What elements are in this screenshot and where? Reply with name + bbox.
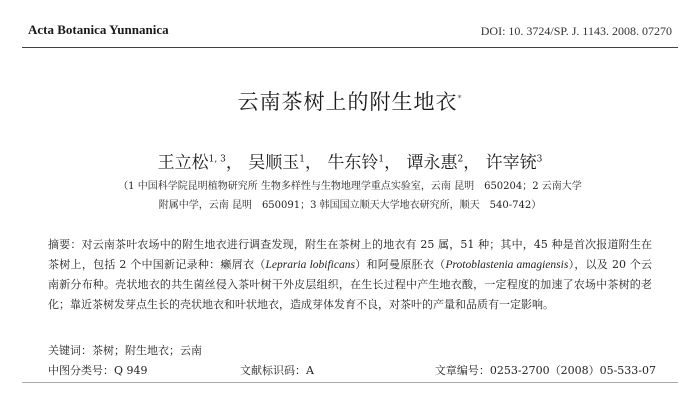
abstract-text: ），以及 20 个云南新分布种。壳状地衣的共生菌丝侵入茶叶树干外皮层组织，在生长过程中产生地衣酸，一定程度的加速了农场中茶树的老化；靠近茶树发芽点生长的壳状地衣和叶状地衣，造成芽体发育不良，对茶叶的产量和品质有一定影响。: [48, 258, 653, 311]
article-number: 文章编号：0253-2700（2008）05-533-07: [434, 364, 656, 377]
author-affiliation-sup: 1, 3: [208, 154, 226, 165]
affiliation-line-1: （1 中国科学院昆明植物研究所 生物多样性与生物地理学重点实验室，云南 昆明 650204；2 云南大学: [118, 181, 582, 192]
footer-divider: [22, 382, 678, 383]
author-name: 吴顺玉: [248, 153, 300, 173]
species-name: Lepraria lobificans: [265, 259, 355, 271]
journal-name: Acta Botanica Yunnanica: [28, 22, 169, 37]
author-affiliation-sup: 1: [378, 154, 385, 165]
author-list: [0, 148, 700, 173]
author-name: 谭永惠: [406, 153, 458, 173]
doi-label[interactable]: DOI: 10. 3724/SP. J. 1143. 2008. 07270: [480, 24, 672, 38]
document-code: 文献标识码：A: [240, 364, 314, 377]
author-name: 许宰铳: [485, 153, 537, 173]
affiliation-line-2: 附属中学，云南 昆明 650091；3 韩国国立顺天大学地衣研究所，顺天 540-742）: [158, 200, 542, 211]
abstract-text: 摘要：对云南茶叶农场中的附生地衣进行调查发现，附生在茶树上的地衣有 25 属，51 种；其中，45 种是首次报道附生在茶树上，包括 2 个中国新记录种：癞屑衣（: [48, 238, 652, 271]
species-name: Protoblastenia amagiensis: [445, 259, 569, 271]
paper-title: [0, 86, 700, 116]
author-affiliation-sup: 1: [299, 154, 305, 165]
author-affiliation-sup: 2: [457, 154, 464, 165]
clc-number: 中图分类号：Q 949: [48, 364, 148, 377]
abstract-text: ）和阿曼原胚衣（: [354, 258, 446, 271]
header-divider: [22, 47, 678, 48]
author-name: 王立松: [157, 153, 209, 173]
title-footnote-marker: *: [457, 94, 463, 103]
paper-title-text: 云南茶树上的附生地衣: [237, 90, 458, 114]
author-affiliation-sup: 3: [536, 154, 543, 165]
keywords-line: 关键词：茶树；附生地衣；云南: [48, 344, 202, 357]
author-separator: ，: [225, 153, 243, 173]
author-separator: ，: [304, 153, 322, 173]
abstract-paragraph: [48, 235, 652, 315]
author-separator: ，: [384, 153, 402, 173]
author-separator: ，: [463, 153, 481, 173]
author-name: 牛东铃: [327, 153, 379, 173]
